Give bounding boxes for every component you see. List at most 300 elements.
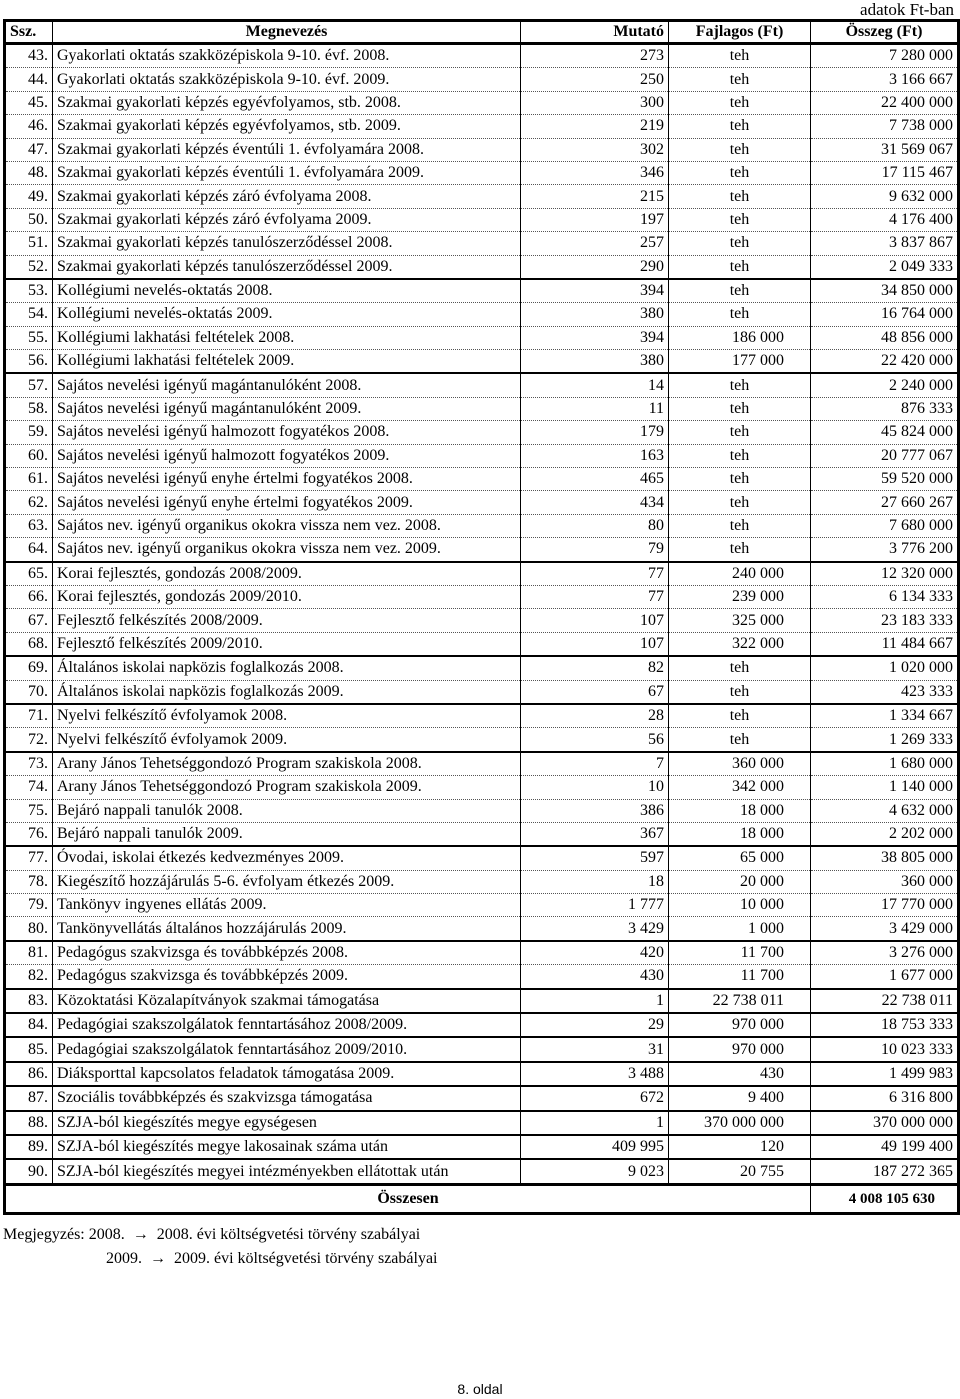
row-number: 64. [5,538,53,562]
row-number: 88. [5,1111,53,1135]
row-mutato: 107 [521,609,669,632]
row-mutato: 82 [521,656,669,680]
row-osszeg: 423 333 [811,680,959,704]
table-row [5,255,959,279]
row-osszeg: 7 280 000 [811,44,959,68]
row-mutato: 215 [521,185,669,208]
row-osszeg: 22 400 000 [811,91,959,114]
row-number: 43. [5,44,53,68]
row-osszeg: 187 272 365 [811,1159,959,1184]
table-row [5,846,959,870]
table-row [5,822,959,846]
row-osszeg: 45 824 000 [811,421,959,444]
table-row [5,776,959,799]
table-row [5,656,959,680]
note-year-2009: 2009. [106,1250,142,1267]
row-name: Bejáró nappali tanulók 2009. [53,822,521,846]
row-number: 72. [5,728,53,752]
row-fajlagos: teh [669,421,811,444]
row-number: 67. [5,609,53,632]
row-fajlagos: 9 400 [669,1086,811,1110]
row-name: Pedagógus szakvizsga és továbbképzés 2009. [53,965,521,989]
table-row [5,562,959,586]
row-name: Szociális továbbképzés és szakvizsga támogatása [53,1086,521,1110]
row-name: Sajátos nevelési igényű magántanulóként 2009. [53,397,521,420]
row-osszeg: 49 199 400 [811,1135,959,1159]
table-row [5,941,959,965]
row-name: Kollégiumi lakhatási feltételek 2009. [53,350,521,374]
table-row [5,350,959,374]
row-osszeg: 11 484 667 [811,632,959,656]
row-osszeg: 38 805 000 [811,846,959,870]
row-number: 70. [5,680,53,704]
table-row [5,680,959,704]
row-name: Sajátos nevelési igényű enyhe értelmi fogyatékos 2009. [53,491,521,514]
row-fajlagos: 65 000 [669,846,811,870]
row-osszeg: 3 837 867 [811,232,959,255]
row-number: 66. [5,585,53,608]
table-row [5,1135,959,1159]
row-mutato: 9 023 [521,1159,669,1184]
row-name: Korai fejlesztés, gondozás 2009/2010. [53,585,521,608]
row-mutato: 107 [521,632,669,656]
row-number: 74. [5,776,53,799]
row-mutato: 367 [521,822,669,846]
table-row [5,303,959,326]
row-fajlagos: teh [669,279,811,303]
row-osszeg: 16 764 000 [811,303,959,326]
table-row [5,728,959,752]
row-name: Óvodai, iskolai étkezés kedvezményes 2009. [53,846,521,870]
row-fajlagos: 186 000 [669,326,811,349]
row-fajlagos: teh [669,44,811,68]
row-name: Tankönyvellátás általános hozzájárulás 2009. [53,917,521,941]
row-fajlagos: teh [669,303,811,326]
row-mutato: 420 [521,941,669,965]
table-row [5,514,959,537]
row-name: Nyelvi felkészítő évfolyamok 2009. [53,728,521,752]
row-mutato: 11 [521,397,669,420]
row-osszeg: 876 333 [811,397,959,420]
row-fajlagos: 11 700 [669,965,811,989]
row-mutato: 409 995 [521,1135,669,1159]
table-row [5,1111,959,1135]
row-osszeg: 48 856 000 [811,326,959,349]
table-row [5,232,959,255]
table-row [5,279,959,303]
total-label: Összesen [5,1184,811,1213]
total-value: 4 008 105 630 [811,1184,959,1213]
table-row [5,91,959,114]
row-fajlagos: teh [669,538,811,562]
table-row [5,161,959,184]
row-osszeg: 22 420 000 [811,350,959,374]
row-fajlagos: 322 000 [669,632,811,656]
row-number: 58. [5,397,53,420]
row-fajlagos: 22 738 011 [669,989,811,1013]
row-osszeg: 7 738 000 [811,115,959,138]
row-fajlagos: teh [669,185,811,208]
total-row [5,1184,959,1213]
row-name: Sajátos nevelési igényű halmozott fogyatékos 2008. [53,421,521,444]
row-osszeg: 3 166 667 [811,68,959,91]
row-name: Szakmai gyakorlati képzés éventúli 1. évfolyamára 2008. [53,138,521,161]
row-name: Sajátos nev. igényű organikus okokra vissza nem vez. 2008. [53,514,521,537]
table-row [5,752,959,776]
row-number: 79. [5,894,53,917]
row-name: Szakmai gyakorlati képzés éventúli 1. évfolyamára 2009. [53,161,521,184]
row-fajlagos: teh [669,161,811,184]
row-name: Kiegészítő hozzájárulás 5-6. évfolyam étkezés 2009. [53,870,521,893]
row-number: 73. [5,752,53,776]
row-mutato: 434 [521,491,669,514]
row-osszeg: 2 049 333 [811,255,959,279]
note-text-2009: 2009. évi költségvetési törvény szabályai [174,1250,438,1267]
row-name: Bejáró nappali tanulók 2008. [53,799,521,822]
row-mutato: 197 [521,208,669,231]
row-name: SZJA-ból kiegészítés megye lakosainak száma után [53,1135,521,1159]
row-mutato: 300 [521,91,669,114]
row-mutato: 257 [521,232,669,255]
row-fajlagos: 342 000 [669,776,811,799]
row-fajlagos: teh [669,468,811,491]
table-header-row [5,21,959,44]
header-ssz: Ssz. [5,21,53,44]
row-name: Nyelvi felkészítő évfolyamok 2008. [53,704,521,728]
row-osszeg: 12 320 000 [811,562,959,586]
row-name: Kollégiumi nevelés-oktatás 2009. [53,303,521,326]
row-fajlagos: teh [669,91,811,114]
row-number: 78. [5,870,53,893]
row-osszeg: 6 316 800 [811,1086,959,1110]
row-name: Pedagógus szakvizsga és továbbképzés 2008. [53,941,521,965]
row-fajlagos: teh [669,255,811,279]
row-name: SZJA-ból kiegészítés megye egységesen [53,1111,521,1135]
row-osszeg: 18 753 333 [811,1013,959,1037]
row-mutato: 56 [521,728,669,752]
table-row [5,373,959,397]
row-number: 49. [5,185,53,208]
row-osszeg: 59 520 000 [811,468,959,491]
row-osszeg: 1 334 667 [811,704,959,728]
row-osszeg: 1 269 333 [811,728,959,752]
row-fajlagos: 325 000 [669,609,811,632]
table-row [5,1013,959,1037]
row-mutato: 29 [521,1013,669,1037]
row-number: 59. [5,421,53,444]
row-osszeg: 1 680 000 [811,752,959,776]
row-number: 45. [5,91,53,114]
row-number: 71. [5,704,53,728]
row-name: Általános iskolai napközis foglalkozás 2008. [53,656,521,680]
row-osszeg: 23 183 333 [811,609,959,632]
row-osszeg: 7 680 000 [811,514,959,537]
row-name: Szakmai gyakorlati képzés tanulószerződéssel 2008. [53,232,521,255]
row-number: 90. [5,1159,53,1184]
arrow-right-icon: → [132,1226,149,1243]
row-name: Kollégiumi lakhatási feltételek 2008. [53,326,521,349]
row-mutato: 394 [521,279,669,303]
table-row [5,538,959,562]
row-osszeg: 3 276 000 [811,941,959,965]
header-name: Megnevezés [53,21,521,44]
table-row [5,138,959,161]
row-name: Pedagógiai szakszolgálatok fenntartásához 2009/2010. [53,1037,521,1061]
row-osszeg: 3 776 200 [811,538,959,562]
row-osszeg: 1 140 000 [811,776,959,799]
table-row [5,421,959,444]
row-number: 57. [5,373,53,397]
row-mutato: 219 [521,115,669,138]
row-fajlagos: 240 000 [669,562,811,586]
row-fajlagos: teh [669,514,811,537]
header-mutato: Mutató [521,21,669,44]
table-row [5,44,959,68]
row-mutato: 290 [521,255,669,279]
row-osszeg: 22 738 011 [811,989,959,1013]
row-name: Sajátos nev. igényű organikus okokra vissza nem vez. 2009. [53,538,521,562]
row-fajlagos: 970 000 [669,1037,811,1061]
table-row [5,326,959,349]
row-fajlagos: 970 000 [669,1013,811,1037]
table-row [5,917,959,941]
table-row [5,585,959,608]
row-osszeg: 2 240 000 [811,373,959,397]
data-table [3,19,960,1215]
row-osszeg: 17 770 000 [811,894,959,917]
row-fajlagos: teh [669,491,811,514]
row-name: Szakmai gyakorlati képzés tanulószerződéssel 2009. [53,255,521,279]
table-row [5,1062,959,1086]
row-osszeg: 4 176 400 [811,208,959,231]
row-mutato: 7 [521,752,669,776]
row-name: Sajátos nevelési igényű enyhe értelmi fogyatékos 2008. [53,468,521,491]
row-fajlagos: 430 [669,1062,811,1086]
row-mutato: 77 [521,585,669,608]
table-row [5,491,959,514]
row-name: Fejlesztő felkészítés 2009/2010. [53,632,521,656]
row-number: 77. [5,846,53,870]
row-mutato: 380 [521,303,669,326]
row-number: 89. [5,1135,53,1159]
row-fajlagos: 239 000 [669,585,811,608]
table-row [5,632,959,656]
row-osszeg: 370 000 000 [811,1111,959,1135]
row-mutato: 1 [521,1111,669,1135]
table-row [5,68,959,91]
row-osszeg: 4 632 000 [811,799,959,822]
row-fajlagos: 11 700 [669,941,811,965]
row-number: 80. [5,917,53,941]
row-name: Tankönyv ingyenes ellátás 2009. [53,894,521,917]
row-number: 47. [5,138,53,161]
table-row [5,468,959,491]
note-year-2008: 2008. [88,1226,125,1243]
row-fajlagos: teh [669,138,811,161]
row-mutato: 31 [521,1037,669,1061]
row-mutato: 67 [521,680,669,704]
row-fajlagos: 10 000 [669,894,811,917]
row-osszeg: 2 202 000 [811,822,959,846]
row-mutato: 79 [521,538,669,562]
header-osszeg: Összeg (Ft) [811,21,959,44]
row-mutato: 3 429 [521,917,669,941]
row-fajlagos: teh [669,444,811,467]
row-number: 48. [5,161,53,184]
row-number: 86. [5,1062,53,1086]
row-osszeg: 9 632 000 [811,185,959,208]
row-name: Arany János Tehetséggondozó Program szakiskola 2008. [53,752,521,776]
row-name: Sajátos nevelési igényű magántanulóként 2008. [53,373,521,397]
table-row [5,989,959,1013]
row-name: Szakmai gyakorlati képzés egyévfolyamos, stb. 2009. [53,115,521,138]
row-mutato: 3 488 [521,1062,669,1086]
unit-note: adatok Ft-ban [860,0,954,19]
row-osszeg: 34 850 000 [811,279,959,303]
header-fajlagos: Fajlagos (Ft) [669,21,811,44]
row-name: Diáksporttal kapcsolatos feladatok támogatása 2009. [53,1062,521,1086]
row-fajlagos: 360 000 [669,752,811,776]
row-number: 55. [5,326,53,349]
table-row [5,799,959,822]
table-row [5,1037,959,1061]
table-body [5,44,959,1185]
row-name: Fejlesztő felkészítés 2008/2009. [53,609,521,632]
table-row [5,894,959,917]
row-name: Kollégiumi nevelés-oktatás 2008. [53,279,521,303]
row-osszeg: 31 569 067 [811,138,959,161]
row-number: 60. [5,444,53,467]
row-number: 65. [5,562,53,586]
row-number: 52. [5,255,53,279]
row-fajlagos: teh [669,232,811,255]
row-mutato: 430 [521,965,669,989]
table-row [5,965,959,989]
row-fajlagos: teh [669,680,811,704]
row-osszeg: 1 020 000 [811,656,959,680]
row-mutato: 597 [521,846,669,870]
row-mutato: 163 [521,444,669,467]
row-number: 54. [5,303,53,326]
row-number: 61. [5,468,53,491]
row-mutato: 302 [521,138,669,161]
row-osszeg: 17 115 467 [811,161,959,184]
row-number: 46. [5,115,53,138]
row-number: 69. [5,656,53,680]
row-number: 84. [5,1013,53,1037]
row-osszeg: 10 023 333 [811,1037,959,1061]
row-name: Szakmai gyakorlati képzés záró évfolyama 2008. [53,185,521,208]
row-mutato: 77 [521,562,669,586]
row-number: 82. [5,965,53,989]
row-number: 83. [5,989,53,1013]
row-mutato: 672 [521,1086,669,1110]
row-fajlagos: 177 000 [669,350,811,374]
row-osszeg: 1 677 000 [811,965,959,989]
table-row [5,397,959,420]
row-fajlagos: teh [669,704,811,728]
row-name: Közoktatási Közalapítványok szakmai támogatása [53,989,521,1013]
row-number: 50. [5,208,53,231]
row-fajlagos: teh [669,397,811,420]
table-row [5,115,959,138]
row-name: Gyakorlati oktatás szakközépiskola 9-10. évf. 2009. [53,68,521,91]
note-line-2 [106,1249,437,1269]
row-osszeg: 6 134 333 [811,585,959,608]
row-name: Pedagógiai szakszolgálatok fenntartásához 2008/2009. [53,1013,521,1037]
row-mutato: 380 [521,350,669,374]
row-mutato: 394 [521,326,669,349]
row-mutato: 18 [521,870,669,893]
table-row [5,1159,959,1184]
row-mutato: 386 [521,799,669,822]
row-number: 81. [5,941,53,965]
row-fajlagos: 18 000 [669,799,811,822]
note-text-2008: 2008. évi költségvetési törvény szabályai [156,1226,421,1243]
row-mutato: 1 777 [521,894,669,917]
page-number: 8. oldal [457,1381,503,1397]
row-mutato: 179 [521,421,669,444]
row-number: 62. [5,491,53,514]
row-mutato: 80 [521,514,669,537]
table-row [5,609,959,632]
row-fajlagos: 370 000 000 [669,1111,811,1135]
row-fajlagos: teh [669,728,811,752]
row-name: Szakmai gyakorlati képzés egyévfolyamos, stb. 2008. [53,91,521,114]
note-prefix: Megjegyzés: [3,1226,85,1243]
row-mutato: 465 [521,468,669,491]
row-mutato: 1 [521,989,669,1013]
table-row [5,444,959,467]
row-number: 76. [5,822,53,846]
row-osszeg: 360 000 [811,870,959,893]
row-fajlagos: teh [669,656,811,680]
row-number: 68. [5,632,53,656]
row-fajlagos: teh [669,115,811,138]
arrow-right-icon: → [150,1250,166,1267]
note-line-1 [3,1225,420,1245]
row-mutato: 14 [521,373,669,397]
row-fajlagos: teh [669,373,811,397]
row-osszeg: 1 499 983 [811,1062,959,1086]
table-row [5,704,959,728]
table-row [5,208,959,231]
row-osszeg: 27 660 267 [811,491,959,514]
row-number: 51. [5,232,53,255]
row-number: 63. [5,514,53,537]
row-osszeg: 3 429 000 [811,917,959,941]
row-fajlagos: 18 000 [669,822,811,846]
row-mutato: 346 [521,161,669,184]
row-mutato: 10 [521,776,669,799]
row-number: 87. [5,1086,53,1110]
row-fajlagos: 20 000 [669,870,811,893]
row-fajlagos: teh [669,208,811,231]
row-mutato: 28 [521,704,669,728]
row-name: Általános iskolai napközis foglalkozás 2009. [53,680,521,704]
row-fajlagos: teh [669,68,811,91]
row-name: Korai fejlesztés, gondozás 2008/2009. [53,562,521,586]
table-row [5,185,959,208]
table-row [5,870,959,893]
row-mutato: 273 [521,44,669,68]
table-row [5,1086,959,1110]
row-name: SZJA-ból kiegészítés megyei intézményekben ellátottak után [53,1159,521,1184]
row-fajlagos: 20 755 [669,1159,811,1184]
row-number: 75. [5,799,53,822]
row-name: Sajátos nevelési igényű halmozott fogyatékos 2009. [53,444,521,467]
row-number: 53. [5,279,53,303]
